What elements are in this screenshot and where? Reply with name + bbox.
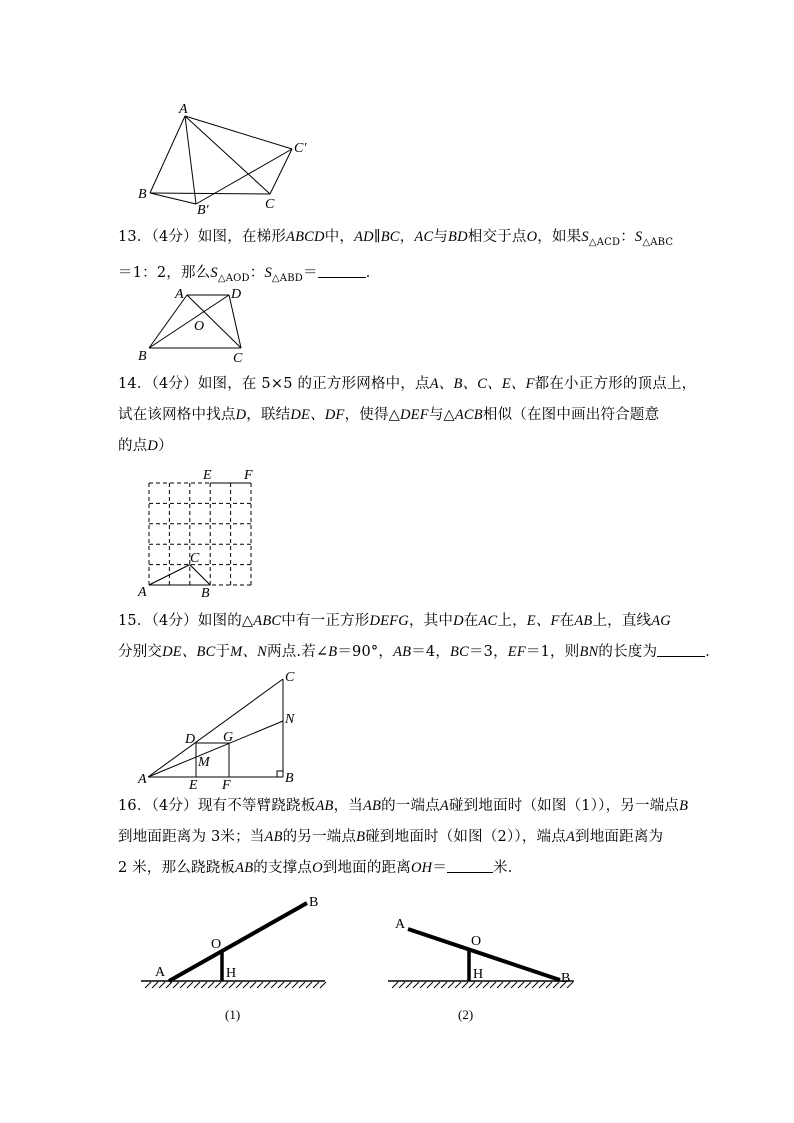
question-16 <box>118 791 689 884</box>
q16-line1: 16．（4分）现有不等臂跷跷板AB，当AB的一端点A碰到地面时（如图（1）），另一端点B <box>118 798 689 814</box>
label-B: B <box>138 349 147 364</box>
label-A: A <box>175 287 184 302</box>
question-15 <box>118 606 720 668</box>
answer-blank[interactable] <box>657 642 705 657</box>
label-B: B <box>285 771 294 786</box>
caption-fig-2: (2) <box>458 1007 474 1022</box>
label-M: M <box>198 755 210 770</box>
figure-q15 <box>135 665 310 795</box>
label-B-prime: B′ <box>197 203 209 218</box>
label-O: O <box>471 934 482 949</box>
q15-line1: 15．（4分）如图的△ABC中有一正方形DEFG，其中D在AC上，E、F在AB上，直线AG <box>118 613 671 629</box>
q13-line1: 13．（4分）如图，在梯形ABCD中，AD∥BC，AC与BD相交于点O，如果$S_{\triangle ACD}$：$S_{\triangle ABC}$ <box>118 229 674 248</box>
label-A: A <box>138 585 147 600</box>
label-F: F <box>244 468 253 483</box>
q15-line2: 分别交DE、BC于M、N两点.若∠B＝90°，AB＝4，BC＝3，EF＝1，则BN的长度为 ． <box>118 644 720 660</box>
figure-q16-seesaw-1 <box>135 893 335 993</box>
label-B: B <box>138 187 147 202</box>
figure-q12 <box>130 100 330 220</box>
label-O: O <box>194 319 205 334</box>
label-C: C <box>265 197 275 212</box>
label-B: B <box>561 971 571 986</box>
label-N: N <box>285 712 295 727</box>
label-D: D <box>231 287 242 302</box>
label-H: H <box>226 966 237 981</box>
label-D: D <box>185 732 196 747</box>
label-A: A <box>179 102 188 117</box>
q14-line3: 的点D） <box>118 438 173 454</box>
figure-q14-grid <box>135 466 265 601</box>
q14-line1: 14．（4分）如图，在 5×5 的正方形网格中，点A、B、C、E、F都在小正方形的顶点上， <box>118 376 697 392</box>
label-F: F <box>222 778 231 793</box>
q16-line2: 到地面距离为 3米；当AB的另一端点B碰到地面时（如图（2）），端点A到地面距离为 <box>118 829 664 845</box>
q13-line2: ＝1：2，那么$S_{\triangle AOD}$：$S_{\triangle ABD}=$ ． <box>118 264 381 284</box>
label-O: O <box>211 937 222 952</box>
label-C: C <box>285 670 295 685</box>
label-H: H <box>473 967 484 982</box>
label-C-prime: C′ <box>294 141 307 156</box>
label-B: B <box>309 895 319 910</box>
label-E: E <box>203 468 212 483</box>
label-C: C <box>233 351 243 366</box>
label-B: B <box>201 586 210 601</box>
label-A: A <box>138 772 147 787</box>
figure-q16-seesaw-2 <box>384 910 584 995</box>
q14-line2: 试在该网格中找点D，联结DE、DF，使得△DEF与△ACB相似（在图中画出符合题意 <box>118 407 660 423</box>
answer-blank[interactable] <box>447 858 493 873</box>
label-E: E <box>189 778 198 793</box>
label-G: G <box>223 730 234 745</box>
question-14 <box>118 369 697 462</box>
label-A: A <box>155 965 166 980</box>
answer-blank[interactable] <box>318 263 366 278</box>
figure-q13 <box>135 282 255 367</box>
q16-line3: 2 米，那么跷跷板AB的支撑点O到地面的距离OH＝ 米． <box>118 860 523 876</box>
label-C: C <box>190 551 200 566</box>
caption-fig-1: (1) <box>225 1007 241 1022</box>
label-A: A <box>395 917 406 932</box>
